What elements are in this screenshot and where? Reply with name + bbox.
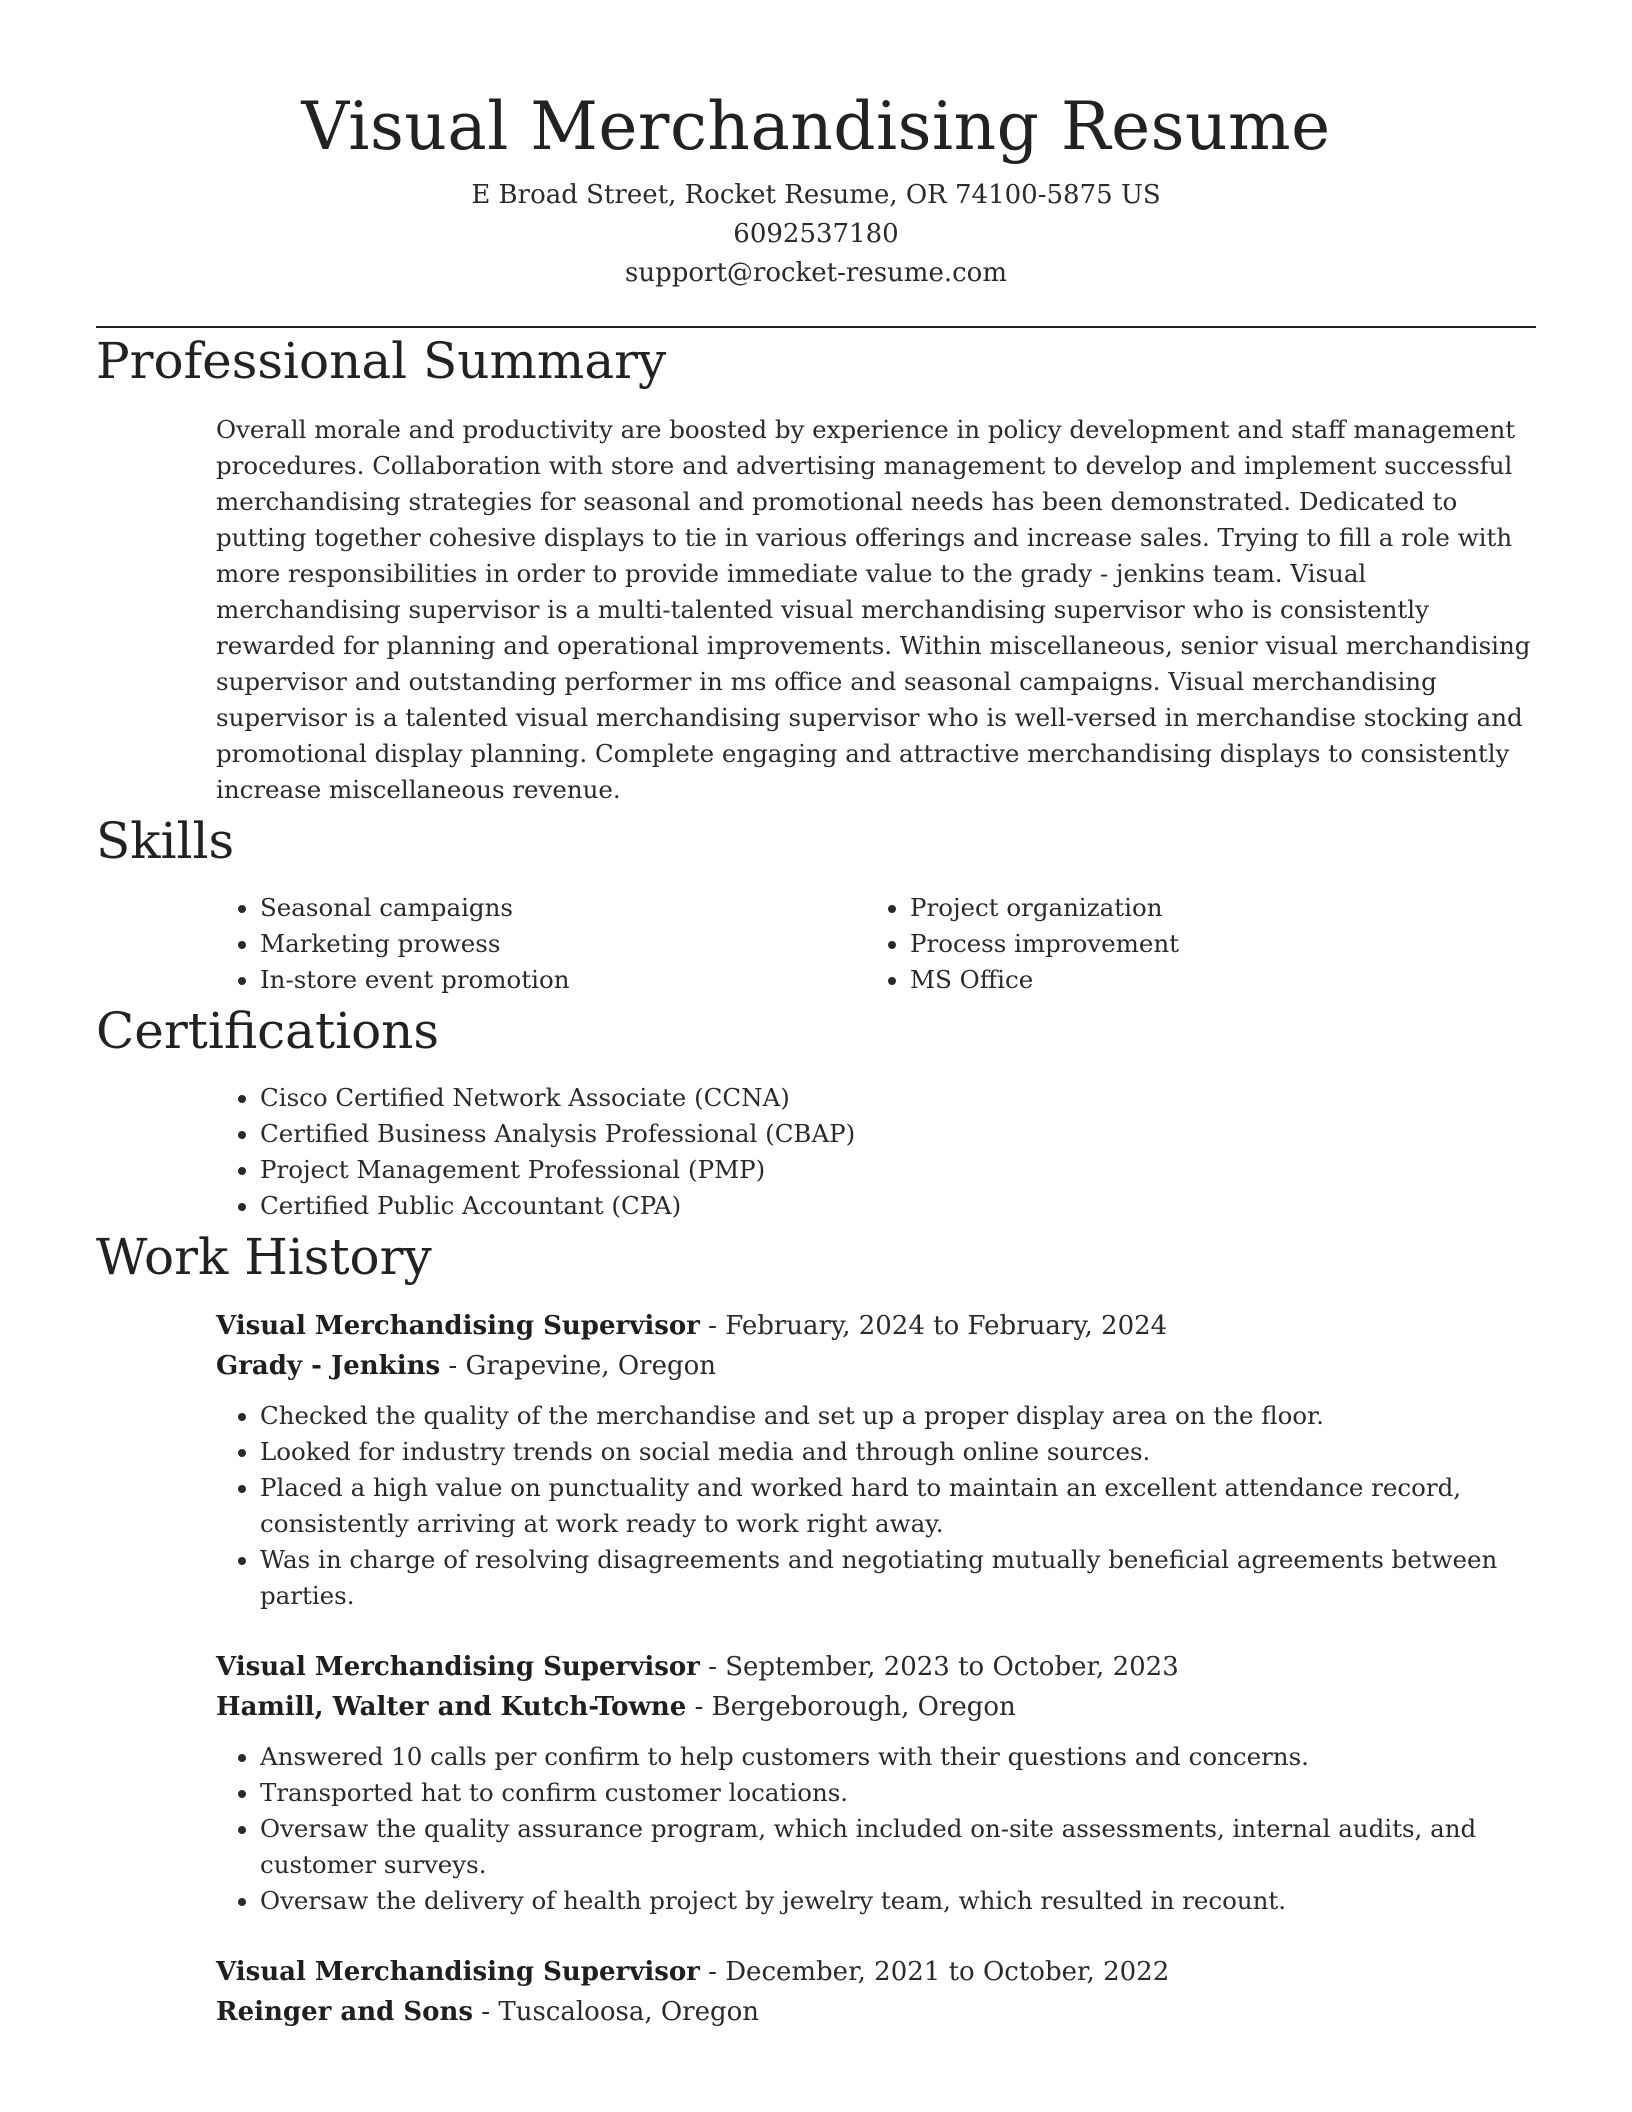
job-company: Hamill, Walter and Kutch-Towne <box>216 1692 687 1722</box>
resume-title: Visual Merchandising Resume <box>301 88 1331 165</box>
contact-info <box>96 176 1536 293</box>
job-location: - Bergeborough, Oregon <box>686 1692 1016 1722</box>
phone-number: 6092537180 <box>733 219 899 249</box>
job-company-line <box>216 1992 1536 2032</box>
job-dates: - September, 2023 to October, 2023 <box>699 1652 1179 1682</box>
summary-text: Overall morale and productivity are boosted by experience in policy development and staff management procedures. Collaboration with store and advertising management to develop and implement successful merchandising strategies for seasonal and promotional needs has been demonstrated. Dedicated to putting together cohesive displays to tie in various offerings and increase sales. Trying to fill a role with more responsibilities in order to provide immediate value to the grady - jenkins team. Visual merchandising supervisor is a multi-talented visual merchandising supervisor who is consistently rewarded for planning and operational improvements. Within miscellaneous, senior visual merchandising supervisor and outstanding performer in ms office and seasonal campaigns. Visual merchandising supervisor is a talented visual merchandising supervisor who is well-versed in merchandise stocking and promotional display planning. Complete engaging and attractive merchandising displays to consistently increase miscellaneous revenue. <box>216 415 1531 804</box>
responsibility-item: • Was in charge of resolving disagreements and negotiating mutually beneficial agreements between parties. <box>260 1542 1536 1614</box>
job-location: - Tuscaloosa, Oregon <box>473 1997 760 2027</box>
job-title-line <box>216 1306 1536 1346</box>
job-title-line <box>216 1952 1536 1992</box>
certifications-heading: Certifications <box>96 1002 440 1060</box>
certification-item: • Cisco Certified Network Associate (CCNA) <box>260 1080 1536 1116</box>
skill-item: • Seasonal campaigns <box>260 890 866 926</box>
job-title: Visual Merchandising Supervisor <box>216 1311 700 1341</box>
job-location: - Grapevine, Oregon <box>440 1351 717 1381</box>
job-entry <box>216 1306 1536 1614</box>
work-history-heading: Work History <box>96 1228 432 1286</box>
summary-heading: Professional Summary <box>96 332 667 390</box>
job-dates: - February, 2024 to February, 2024 <box>699 1311 1168 1341</box>
skill-item: • MS Office <box>910 962 1516 998</box>
skills-column-left <box>216 890 866 998</box>
skill-item: • Project organization <box>910 890 1516 926</box>
resume-header <box>96 0 1536 293</box>
responsibility-item: • Transported hat to confirm customer locations. <box>260 1775 1536 1811</box>
certifications-list <box>216 1080 1536 1224</box>
email-address: support@rocket-resume.com <box>624 258 1007 288</box>
job-company: Reinger and Sons <box>216 1997 474 2027</box>
job-company-line <box>216 1687 1536 1727</box>
responsibility-item: • Answered 10 calls per confirm to help customers with their questions and concerns. <box>260 1739 1536 1775</box>
job-entry <box>216 1647 1536 1919</box>
job-company: Grady - Jenkins <box>216 1351 441 1381</box>
responsibility-item: • Checked the quality of the merchandise and set up a proper display area on the floor. <box>260 1398 1536 1434</box>
job-dates: - December, 2021 to October, 2022 <box>699 1957 1170 1987</box>
skill-item: • In-store event promotion <box>260 962 866 998</box>
responsibility-item: • Placed a high value on punctuality and worked hard to maintain an excellent attendance record, consistently arriving at work ready to work right away. <box>260 1470 1536 1542</box>
certification-item: • Certified Business Analysis Professional (CBAP) <box>260 1116 1536 1152</box>
certification-item: • Project Management Professional (PMP) <box>260 1152 1536 1188</box>
resume-page <box>96 0 1536 2032</box>
responsibility-item: • Oversaw the delivery of health project by jewelry team, which resulted in recount. <box>260 1883 1536 1919</box>
job-title-line <box>216 1647 1536 1687</box>
skills-column-right <box>866 890 1516 998</box>
responsibility-item: • Oversaw the quality assurance program, which included on-site assessments, internal audits, and customer surveys. <box>260 1811 1536 1883</box>
skills-heading: Skills <box>96 812 235 870</box>
skill-item: • Process improvement <box>910 926 1516 962</box>
job-responsibilities <box>216 1739 1536 1919</box>
job-title: Visual Merchandising Supervisor <box>216 1957 700 1987</box>
job-entry <box>216 1952 1536 2032</box>
job-responsibilities <box>216 1398 1536 1614</box>
certification-item: • Certified Public Accountant (CPA) <box>260 1188 1536 1224</box>
skills-list <box>216 890 1536 998</box>
responsibility-item: • Looked for industry trends on social media and through online sources. <box>260 1434 1536 1470</box>
address: E Broad Street, Rocket Resume, OR 74100-5875 US <box>471 180 1161 210</box>
skill-item: • Marketing prowess <box>260 926 866 962</box>
job-title: Visual Merchandising Supervisor <box>216 1652 700 1682</box>
job-company-line <box>216 1346 1536 1386</box>
